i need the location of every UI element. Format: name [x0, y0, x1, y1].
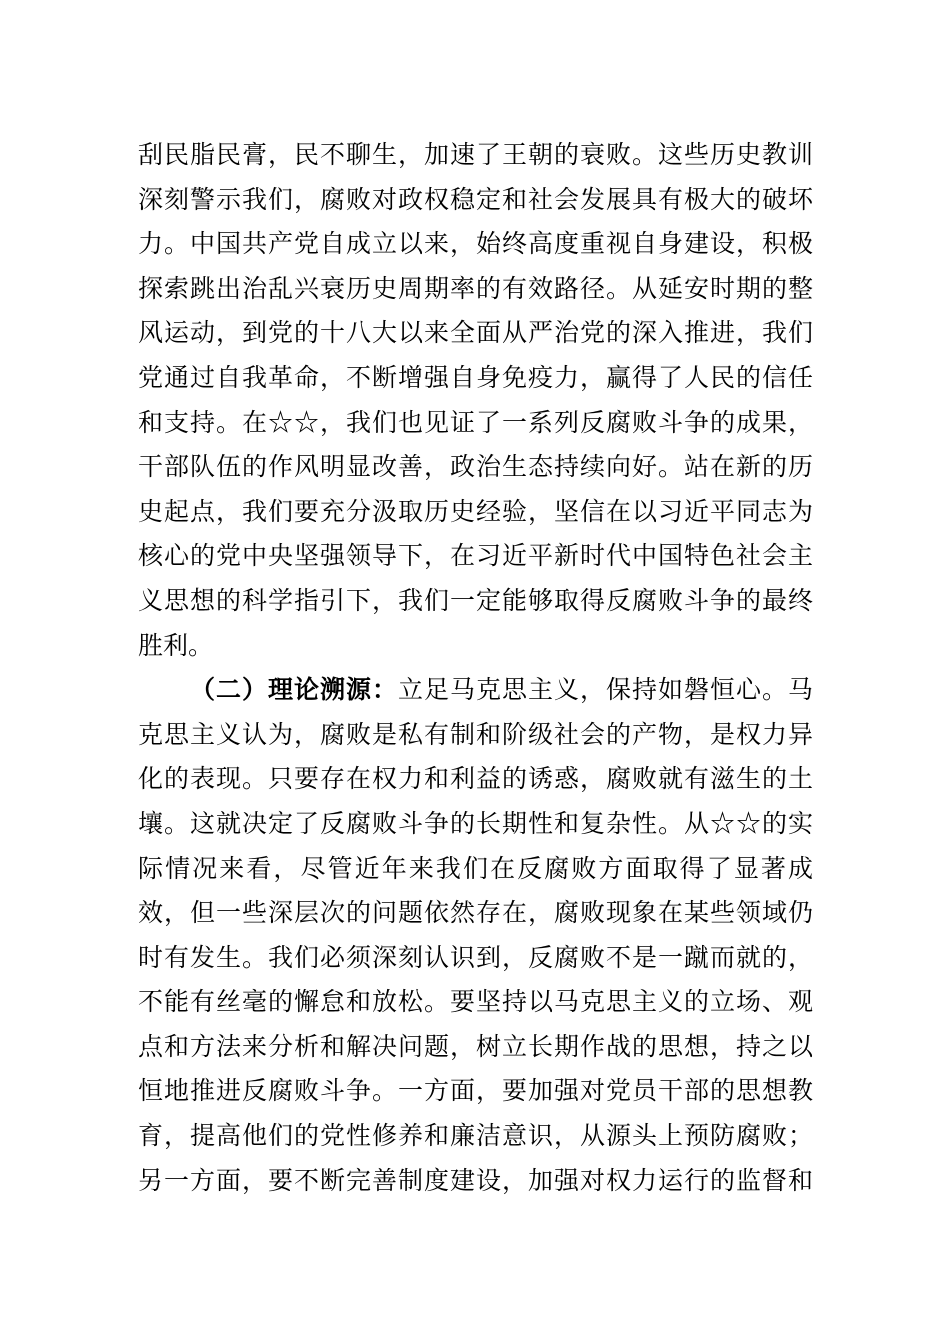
text-line: 核心的党中央坚强领导下，在习近平新时代中国特色社会主: [138, 541, 813, 571]
text-line: 史起点，我们要充分汲取历史经验，坚信在以习近平同志为: [138, 496, 813, 526]
text-line: 干部队伍的作风明显改善，政治生态持续向好。站在新的历: [138, 452, 813, 482]
text-line: 另一方面，要不断完善制度建设，加强对权力运行的监督和: [138, 1165, 813, 1195]
text-line: 化的表现。只要存在权力和利益的诱惑，腐败就有滋生的土: [138, 764, 813, 794]
section-heading: （二）理论溯源：: [190, 675, 398, 705]
paragraph-2: [138, 713, 813, 1204]
text-line: 时有发生。我们必须深刻认识到，反腐败不是一蹴而就的，: [138, 942, 813, 972]
text-line: 育，提高他们的党性修养和廉洁意识，从源头上预防腐败；: [138, 1121, 813, 1151]
text-line: 恒地推进反腐败斗争。一方面，要加强对党员干部的思想教: [138, 1076, 813, 1106]
text-line: 和支持。在☆☆，我们也见证了一系列反腐败斗争的成果，: [138, 407, 813, 437]
text-line: 党通过自我革命，不断增强自身免疫力，赢得了人民的信任: [138, 362, 813, 392]
text-line: 不能有丝毫的懈怠和放松。要坚持以马克思主义的立场、观: [138, 987, 813, 1017]
text-line: 义思想的科学指引下，我们一定能够取得反腐败斗争的最终: [138, 585, 813, 615]
paragraph-2-text: 立足马克思主义，保持如磐恒心。马: [398, 675, 813, 705]
text-line: 探索跳出治乱兴衰历史周期率的有效路径。从延安时期的整: [138, 273, 813, 303]
text-line: 效，但一些深层次的问题依然存在，腐败现象在某些领域仍: [138, 898, 813, 928]
text-line: 点和方法来分析和解决问题，树立长期作战的思想，持之以: [138, 1031, 813, 1061]
body-text: [138, 133, 813, 1203]
text-line: 克思主义认为，腐败是私有制和阶级社会的产物，是权力异: [138, 719, 813, 749]
text-line: 刮民脂民膏，民不聊生，加速了王朝的衰败。这些历史教训: [138, 140, 813, 169]
text-line: 际情况来看，尽管近年来我们在反腐败方面取得了显著成: [138, 853, 813, 883]
text-line: 胜利。: [138, 630, 214, 660]
text-line: 风运动，到党的十八大以来全面从严治党的深入推进，我们: [138, 318, 813, 348]
paragraph-2-first-line: [138, 668, 813, 713]
text-line: 力。中国共产党自成立以来，始终高度重视自身建设，积极: [138, 229, 813, 259]
text-line: 深刻警示我们，腐败对政权稳定和社会发展具有极大的破坏: [138, 184, 813, 214]
text-line: 壤。这就决定了反腐败斗争的长期性和复杂性。从☆☆的实: [138, 808, 813, 838]
paragraph-1: [138, 133, 813, 668]
